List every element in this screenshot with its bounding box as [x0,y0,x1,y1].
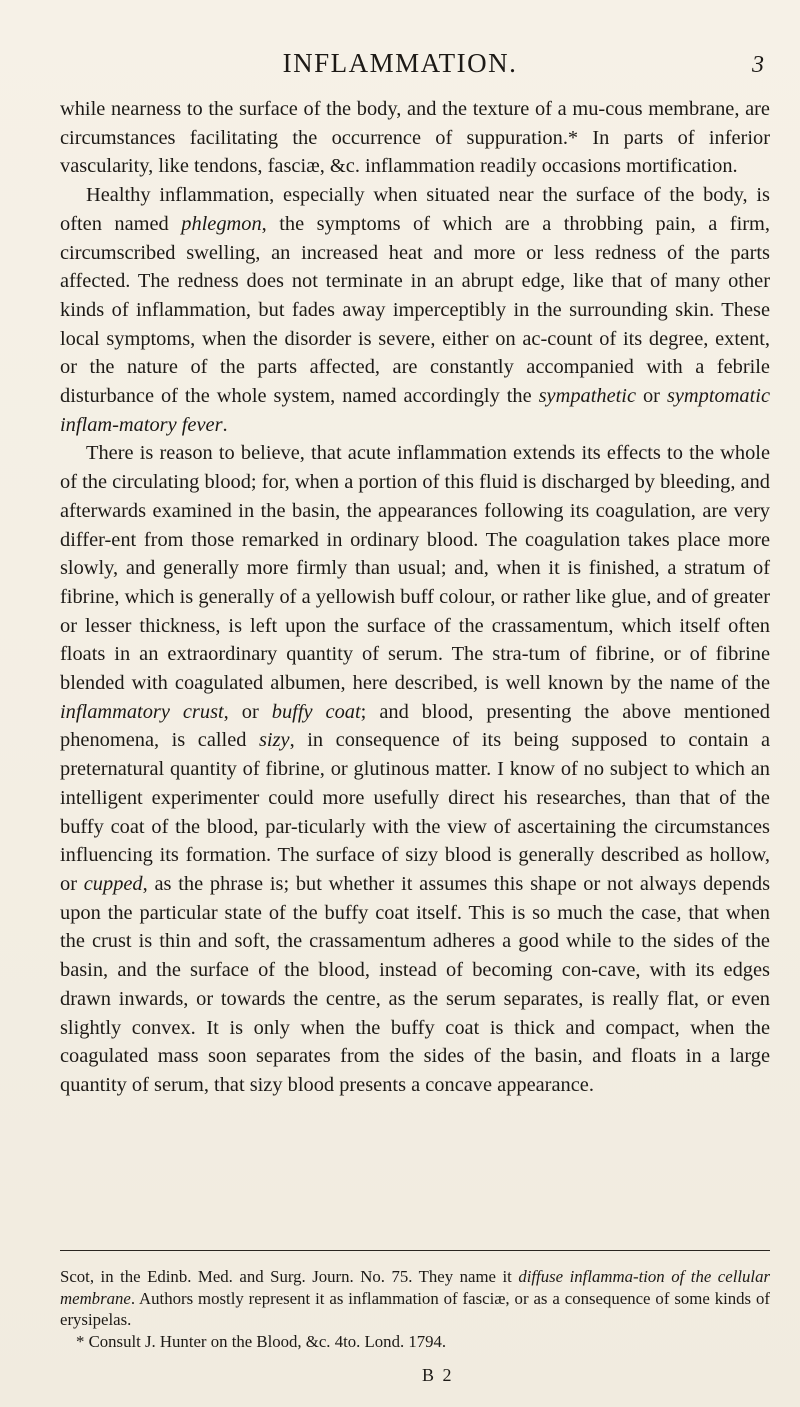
text-segment: There is reason to believe, that acute inflammation extends its effects to the whole of the circulating blood; for, when a portion of this fluid is discharged by bleeding, and afterwards examined in the basin, the appearances following its coagulation, are very differ-ent from those remarked in ordinary blood. The coagulation takes place more slowly, and generally more firmly than usual; and, when it is finished, a stratum of fibrine, which is generally of a yellowish buff colour, or rather like glue, and of greater or lesser thickness, is left upon the surface of the crassamentum, which itself often floats in an extraordinary quantity of serum. The stra-tum of fibrine, or of fibrine blended with coagulated albumen, here described, is well known by the name of the [60,442,770,695]
text-segment: , as the phrase is; but whether it assumes this shape or not always depends upon the particular state of the buffy coat itself. This is so much the case, that when the crust is thin and soft, the crassamentum adheres a good while to the sides of the basin, and the surface of the blood, instead of becoming con-cave, with its edges drawn inwards, or towards the centre, as the serum separates, is really flat, or even slightly convex. It is only when the buffy coat is thick and compact, when the coagulated mass soon separates from the sides of the basin, and floats in a large quantity of serum, that sizy blood presents a concave appearance. [60,872,771,1096]
page-number: 3 [752,52,764,78]
footnote-continued [60,1266,770,1331]
paragraph-phlegmon [60,181,770,439]
italic-term: buffy coat [271,700,361,723]
italic-term: diffuse inflamma-tion of the cellular membrane [60,1267,770,1308]
italic-term: cupped [83,872,143,895]
italic-term: inflammatory crust [60,700,224,723]
text-segment: . [222,413,228,436]
footnote-segment: . Authors mostly represent it as inflammation of fasciæ, or as a consequence of some kinds of erysipelas. [60,1288,770,1329]
footnote-rule [60,1250,770,1251]
footnote-segment: * Consult J. Hunter on the Blood, &c. 4to. Lond. 1794. [76,1331,447,1351]
text-segment: , or [223,700,272,723]
footnote-segment: Scot, in the Edinb. Med. and Surg. Journ. No. 75. They name it [60,1267,519,1286]
footnote-star [60,1331,770,1353]
italic-term: symptomatic inflam-matory fever [60,385,771,436]
italic-term: sympathetic [538,385,637,408]
running-title: INFLAMMATION. [282,48,518,78]
text-segment: , the symptoms of which are a throbbing pain, a firm, circumscribed swelling, an increased heat and more or less redness of the parts affected. The redness does not terminate in an abrupt edge, like that of many other kinds of inflammation, but fades away imperceptibly in the surrounding skin. These local symptoms, when the disorder is severe, either on ac-count of its degree, extent, or the nature of the parts affected, are constantly accompanied with a febrile disturbance of the whole system, named accordingly the [60,212,770,408]
paragraph-buffy-coat [60,439,770,1099]
text-segment: Healthy inflammation, especially when situated near the surface of the body, is often named [60,184,770,235]
text-segment: ; and blood, presenting the above mentioned phenomena, is called [60,700,770,752]
text-segment: while nearness to the surface of the body, and the texture of a mu-cous membrane, are circumstances facilitating the occurrence of suppuration.* In parts of inferior vascularity, like tendons, fasciæ, &c. inflammation readily occasions mortification. [60,98,770,178]
text-segment: or [636,385,667,408]
paragraph-continued [60,95,770,181]
running-head [0,48,800,88]
text-segment: , in consequence of its being supposed to contain a preternatural quantity of fibrine, or glutinous matter. I know of no subject to which an intelligent experimenter could more usefully direct his researches, than that of the buffy coat of the blood, par-ticularly with the view of ascertaining the circumstances influencing its formation. The surface of sizy blood is generally described as hollow, or [60,729,770,895]
italic-term: sizy [259,729,290,752]
signature-mark: B 2 [422,1365,454,1385]
main-text [60,95,770,1100]
footnotes [60,1266,770,1352]
italic-term: phlegmon [181,212,262,235]
